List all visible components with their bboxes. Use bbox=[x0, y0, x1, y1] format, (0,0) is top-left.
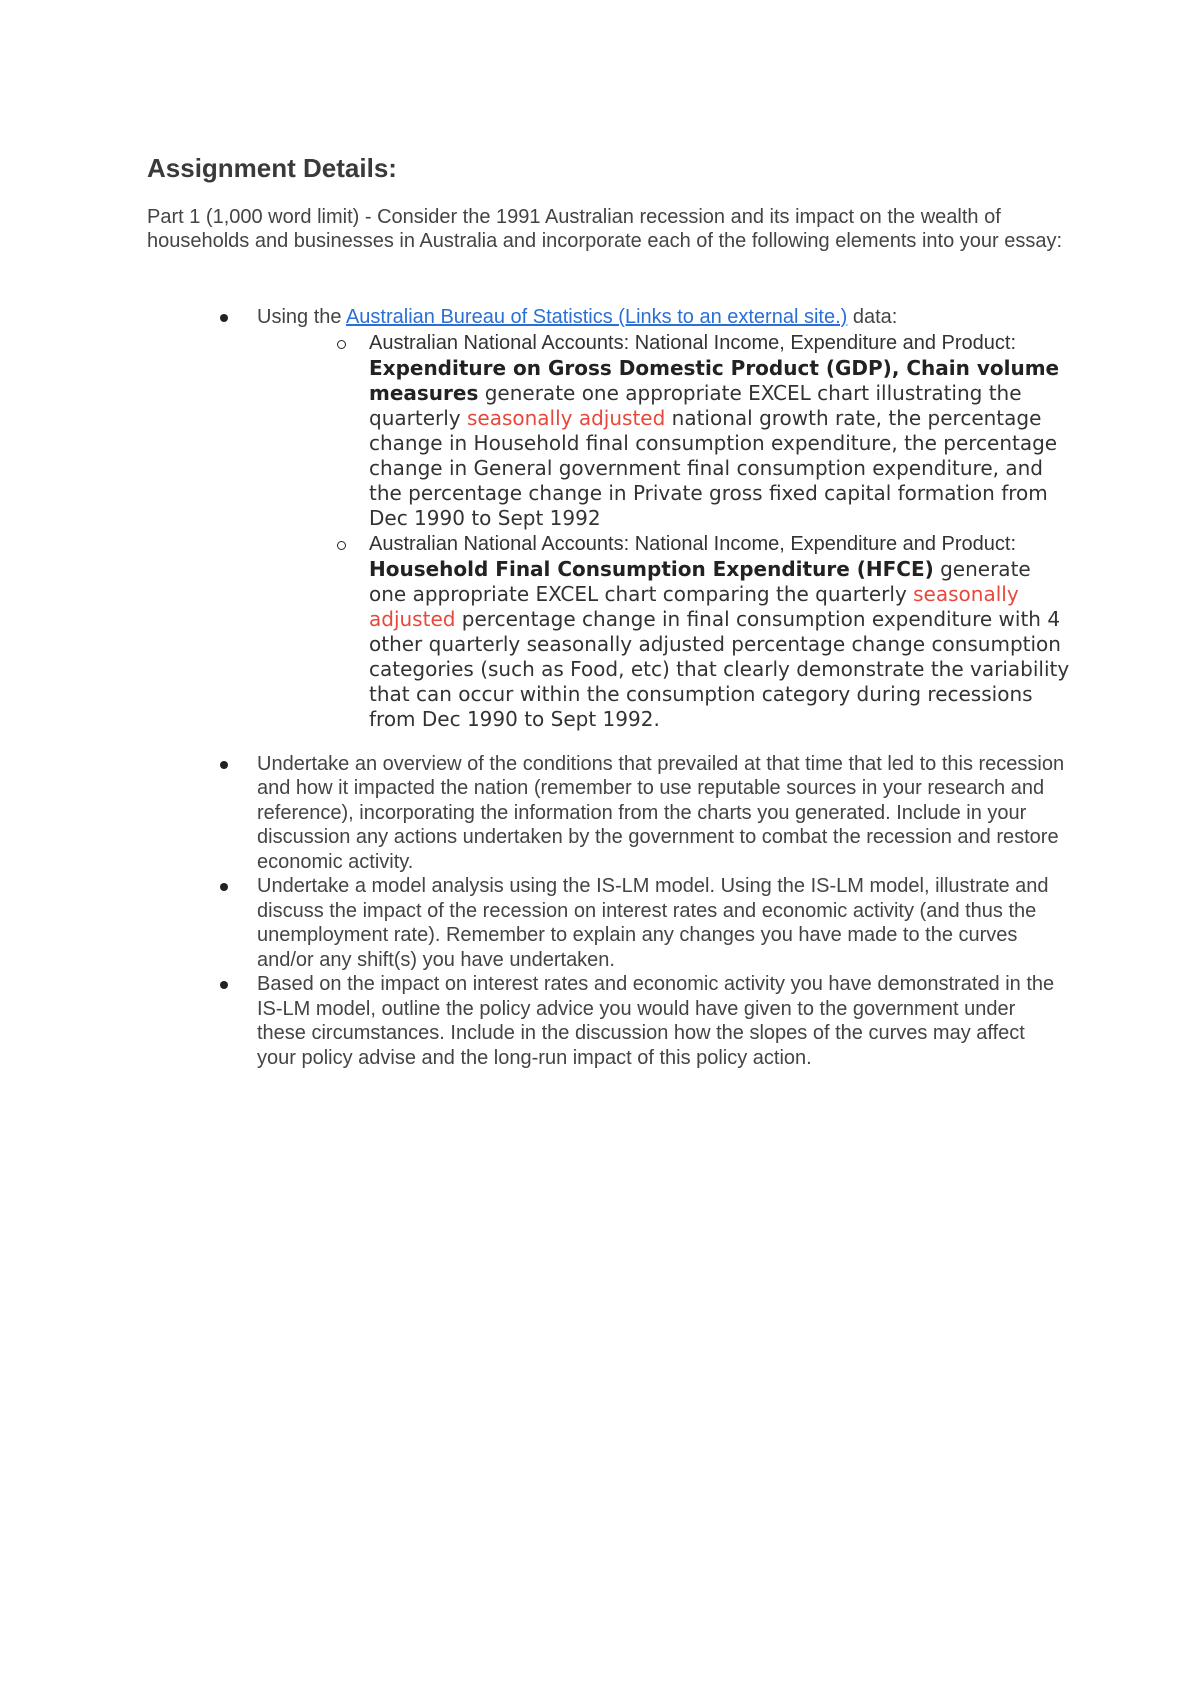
list-item-islm-analysis bbox=[0, 874, 1067, 972]
sub-item-text: national growth rate, the percentage change in Household final consumption expenditure, the percentage change in General government final consumption expenditure, and the percentage change in Private gross fixed capital formation from Dec 1990 to Sept 1992 bbox=[369, 405, 1058, 530]
sub-list bbox=[257, 330, 1070, 732]
sub-item-text: percentage change in final consumption expenditure with 4 other quarterly seasonally adjusted percentage change consumption categories (such as Food, etc) that clearly demonstrate the variability that can occur within the consumption category during recessions from Dec 1990 to Sept 1992. bbox=[369, 606, 1070, 731]
bullet-dot-icon bbox=[220, 981, 228, 989]
circle-bullet-icon bbox=[337, 541, 346, 550]
bullet-dot-icon bbox=[220, 883, 228, 891]
bullet-3-text: Undertake a model analysis using the IS-LM model. Using the IS-LM model, illustrate and discuss the impact of the recession on interest rates and economic activity (and thus the unemployment rate). Remember to explain any changes you have made to the curves and/or any shift(s) you have undertaken. bbox=[257, 875, 1049, 971]
page-title: Assignment Details: bbox=[147, 153, 397, 183]
sub-item-lead: Australian National Accounts: National Income, Expenditure and Product: bbox=[369, 331, 1017, 354]
list-item-data bbox=[0, 305, 1070, 752]
sub-item-hfce bbox=[369, 531, 1074, 732]
bullet-1-suffix: data: bbox=[847, 306, 898, 328]
assignment-elements-list bbox=[0, 305, 1200, 1070]
sub-item-bold: Expenditure on Gross Domestic Product (GDP), Chain volume measures bbox=[369, 355, 1060, 405]
bullet-4-text: Based on the impact on interest rates and economic activity you have demonstrated in the IS-LM model, outline the policy advice you would have given to the government under these circumstances. Include in the discussion how the slopes of the curves may affect your policy advise and the long-run impact of this policy action. bbox=[257, 973, 1055, 1069]
sub-item-bold: Household Final Consumption Expenditure (HFCE) bbox=[369, 556, 934, 581]
bullet-dot-icon bbox=[220, 761, 228, 769]
sub-item-text: generate one appropriate EXCEL chart illustrating the quarterly bbox=[369, 380, 1022, 430]
bullet-dot-icon bbox=[220, 314, 228, 322]
abs-link[interactable]: Australian Bureau of Statistics (Links to an external site.) bbox=[345, 306, 848, 328]
highlight-seasonally-adjusted: seasonally adjusted bbox=[466, 405, 666, 430]
sub-item-text: generate one appropriate EXCEL chart comparing the quarterly bbox=[369, 556, 1031, 606]
sub-item-lead: Australian National Accounts: National Income, Expenditure and Product: bbox=[369, 532, 1017, 555]
list-item-overview bbox=[0, 752, 1067, 875]
intro-paragraph: Part 1 (1,000 word limit) - Consider the 1991 Australian recession and its impact on the wealth of households and businesses in Australia and incorporate each of the following elements into your essay: bbox=[147, 206, 1063, 252]
sub-item-gdp bbox=[369, 330, 1074, 531]
circle-bullet-icon bbox=[337, 340, 346, 349]
bullet-2-text: Undertake an overview of the conditions that prevailed at that time that led to this recession and how it impacted the nation (remember to use reputable sources in your research and reference), incorporating the information from the charts you generated. Include in your discussion any actions undertaken by the government to combat the recession and restore economic activity. bbox=[257, 752, 1065, 873]
list-item-policy-advice bbox=[0, 972, 1067, 1070]
bullet-1-prefix: Using the bbox=[257, 306, 346, 328]
highlight-seasonally-adjusted: seasonally adjusted bbox=[369, 581, 1019, 631]
